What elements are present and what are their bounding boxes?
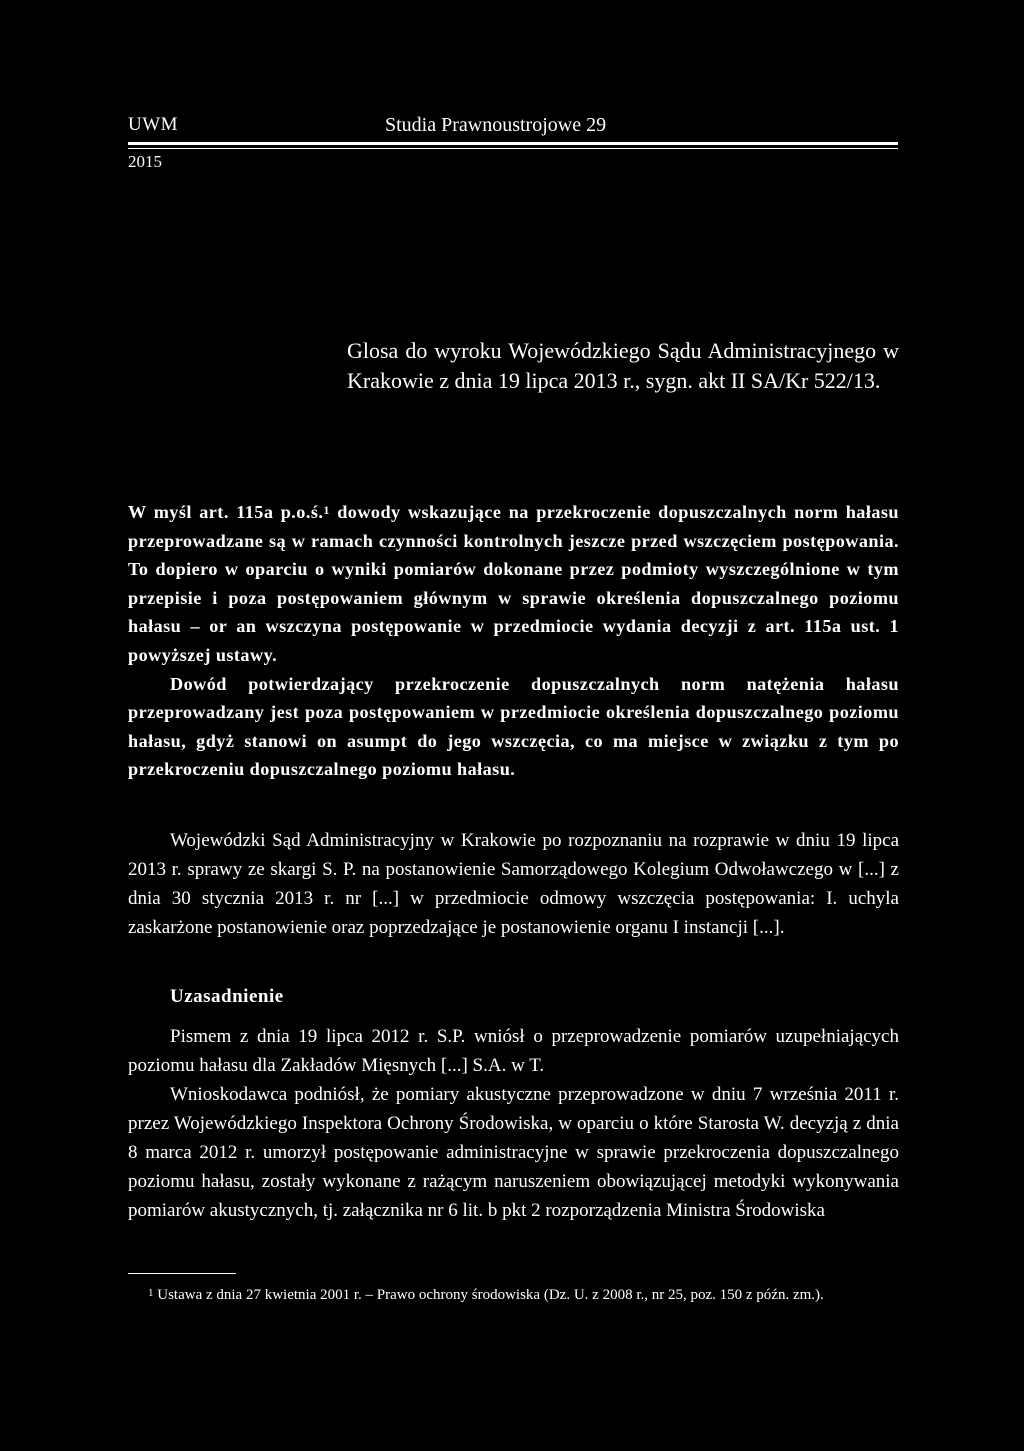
thesis-p1-rest: dowody wskazujące na przekroczenie dopuszczalnych norm hałasu przeprowadzane są w ramach czynności kontrolnych jeszcze przed wszczęciem postępowania. To dopiero w oparciu o wyniki pomiarów dokonane przez podmioty wyszczególnione w tym przepisie i poza postępowaniem głównym w sprawie określenia dopuszczalnego poziomu hałasu – or an wszczyna postępowanie w przedmiocie wydania decyzji z art. 115a ust. 1 powyższej ustawy. (128, 502, 899, 665)
footnote-marker: 1 (148, 1287, 154, 1299)
reasons-paragraph-2: Wnioskodawca podniósł, że pomiary akustyczne przeprowadzone w dniu 7 września 2011 r. przez Wojewódzkiego Inspektora Ochrony Środowiska, w oparciu o które Starosta W. decyzją z dnia 8 marca 2012 r. umorzył postępowanie administracyjne w sprawie przekroczenia dopuszczalnego poziomu hałasu, zostały wykonane z rażącym naruszeniem obowiązującej metodyki wykonywania pomiarów akustycznych, tj. załącznika nr 6 lit. b pkt 2 rozporządzenia Ministra Środowiska (128, 1084, 899, 1221)
footnote-rule (128, 1273, 236, 1274)
thesis-p1-start: W myśl art. 115a p.o.ś. (128, 502, 324, 522)
gloss-title: Glosa do wyroku Wojewódzkiego Sądu Administracyjnego w Krakowie z dnia 19 lipca 2013 r., sygn. akt II SA/Kr 522/13. (347, 338, 899, 393)
section-heading: Uzasadnienie (170, 986, 284, 1007)
header-rule-thin (128, 148, 898, 149)
journal-title: Studia Prawnoustrojowe 29 (385, 114, 607, 136)
thesis-paragraph-2: Dowód potwierdzający przekroczenie dopuszczalnych norm natężenia hałasu przeprowadzany jest poza postępowaniem w przedmiocie określenia dopuszczalnego poziomu hałasu, gdyż stanowi on asumpt do jego wszczęcia, co ma miejsce w związku z tym po przekroczeniu dopuszczalnego poziomu hałasu. (128, 673, 899, 780)
verdict-paragraph: Wojewódzki Sąd Administracyjny w Krakowie po rozpoznaniu na rozprawie w dniu 19 lipca 2013 r. sprawy ze skargi S. P. na postanowienie Samorządowego Kolegium Odwoławczego w [...] z dnia 30 stycznia 2013 r. nr [...] w przedmiocie odmowy wszczęcia postępowania: I. uchyla zaskarżone postanowienie oraz poprzedzające je postanowienie organu I instancji [...]. (128, 830, 899, 938)
publisher-label: UWM (128, 114, 179, 135)
reasons-block (128, 1022, 899, 1225)
footnote-text: Ustawa z dnia 27 kwietnia 2001 r. – Prawo ochrony środowiska (Dz. U. z 2008 r., nr 25, poz. 150 z późn. zm.). (153, 1287, 824, 1303)
publication-year: 2015 (128, 152, 162, 171)
reasons-paragraph-1: Pismem z dnia 19 lipca 2012 r. S.P. wniósł o przeprowadzenie pomiarów uzupełniających poziomu hałasu dla Zakładów Mięsnych [...] S.A. w T. (128, 1026, 899, 1076)
footnote (128, 1284, 899, 1306)
thesis-block (128, 498, 899, 784)
footnote-ref: 1 (323, 503, 330, 517)
thesis-paragraph-1 (128, 498, 899, 670)
header-rule-thick (128, 142, 898, 145)
